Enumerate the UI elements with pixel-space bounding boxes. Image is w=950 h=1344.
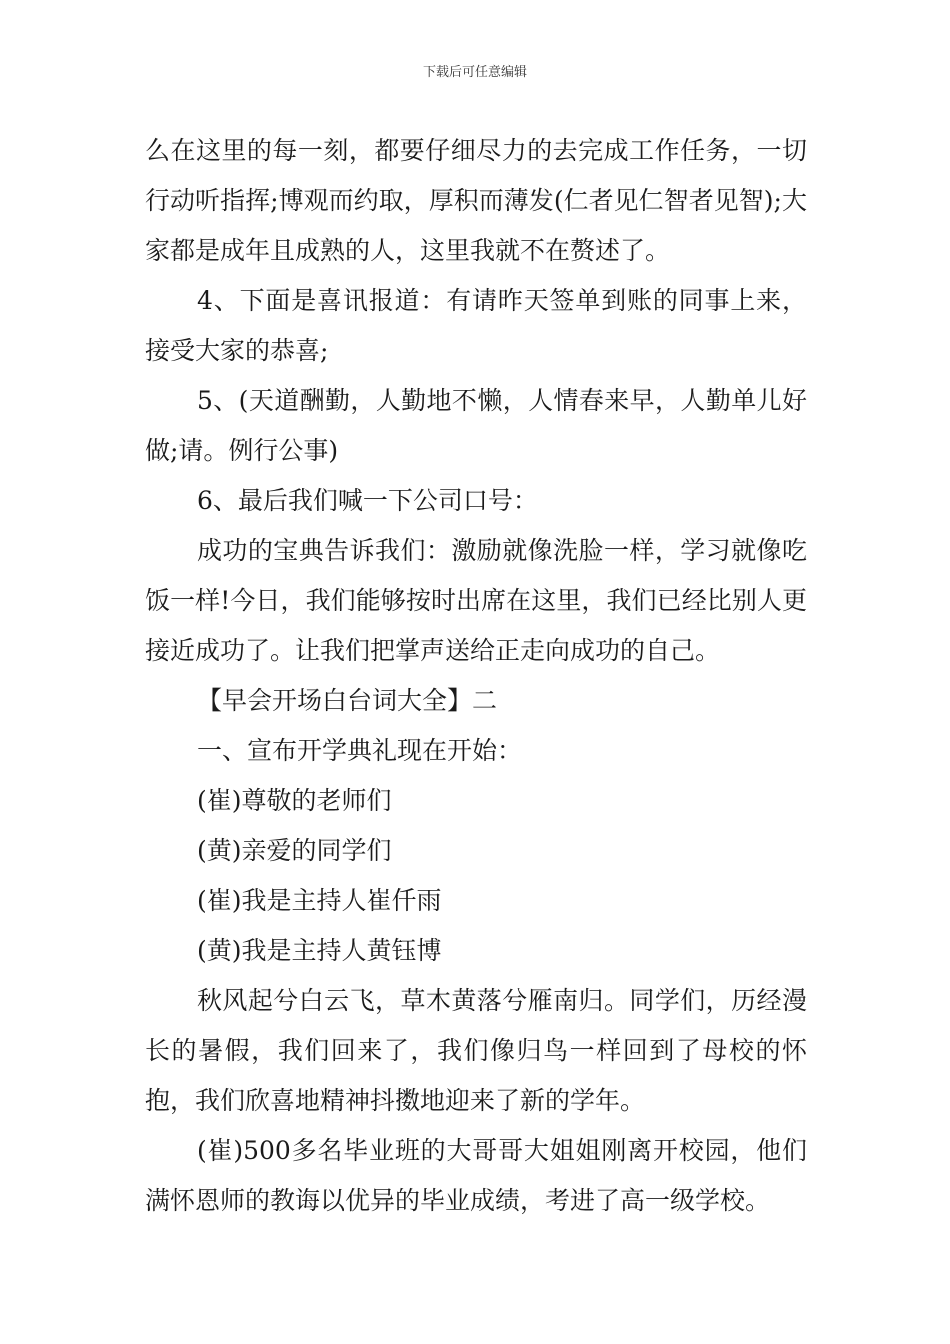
section-heading: 【早会开场白台词大全】二 bbox=[197, 686, 498, 715]
paragraph: (崔)500多名毕业班的大哥哥大姐姐刚离开校园，他们满怀恩师的教诲以优异的毕业成绩，考进了高一级学校。 bbox=[145, 1136, 807, 1215]
paragraph: (黄)我是主持人黄钰博 bbox=[197, 936, 442, 965]
paragraph: 么在这里的每一刻，都要仔细尽力的去完成工作任务，一切行动听指挥;博观而约取，厚积而薄发(仁者见仁智者见智);大家都是成年且成熟的人，这里我就不在赘述了。 bbox=[145, 136, 807, 265]
paragraph: 6、最后我们喊一下公司口号： bbox=[197, 486, 538, 515]
document-body bbox=[145, 126, 807, 1226]
paragraph: 一、宣布开学典礼现在开始： bbox=[197, 736, 523, 765]
paragraph: 4、下面是喜讯报道：有请昨天签单到账的同事上来，接受大家的恭喜; bbox=[145, 286, 807, 365]
paragraph: (崔)我是主持人崔仟雨 bbox=[197, 886, 442, 915]
paragraph: 5、(天道酬勤，人勤地不懒，人情春来早，人勤单儿好做;请。例行公事) bbox=[145, 386, 807, 465]
paragraph: (崔)尊敬的老师们 bbox=[197, 786, 392, 815]
paragraph: 秋风起兮白云飞，草木黄落兮雁南归。同学们，历经漫长的暑假，我们回来了，我们像归鸟一样回到了母校的怀抱，我们欣喜地精神抖擞地迎来了新的学年。 bbox=[145, 986, 807, 1115]
paragraph: 成功的宝典告诉我们：激励就像洗脸一样，学习就像吃饭一样!今日，我们能够按时出席在这里，我们已经比别人更接近成功了。让我们把掌声送给正走向成功的自己。 bbox=[145, 536, 807, 665]
page-header-note: 下载后可任意编辑 bbox=[422, 65, 527, 80]
paragraph: (黄)亲爱的同学们 bbox=[197, 836, 392, 865]
